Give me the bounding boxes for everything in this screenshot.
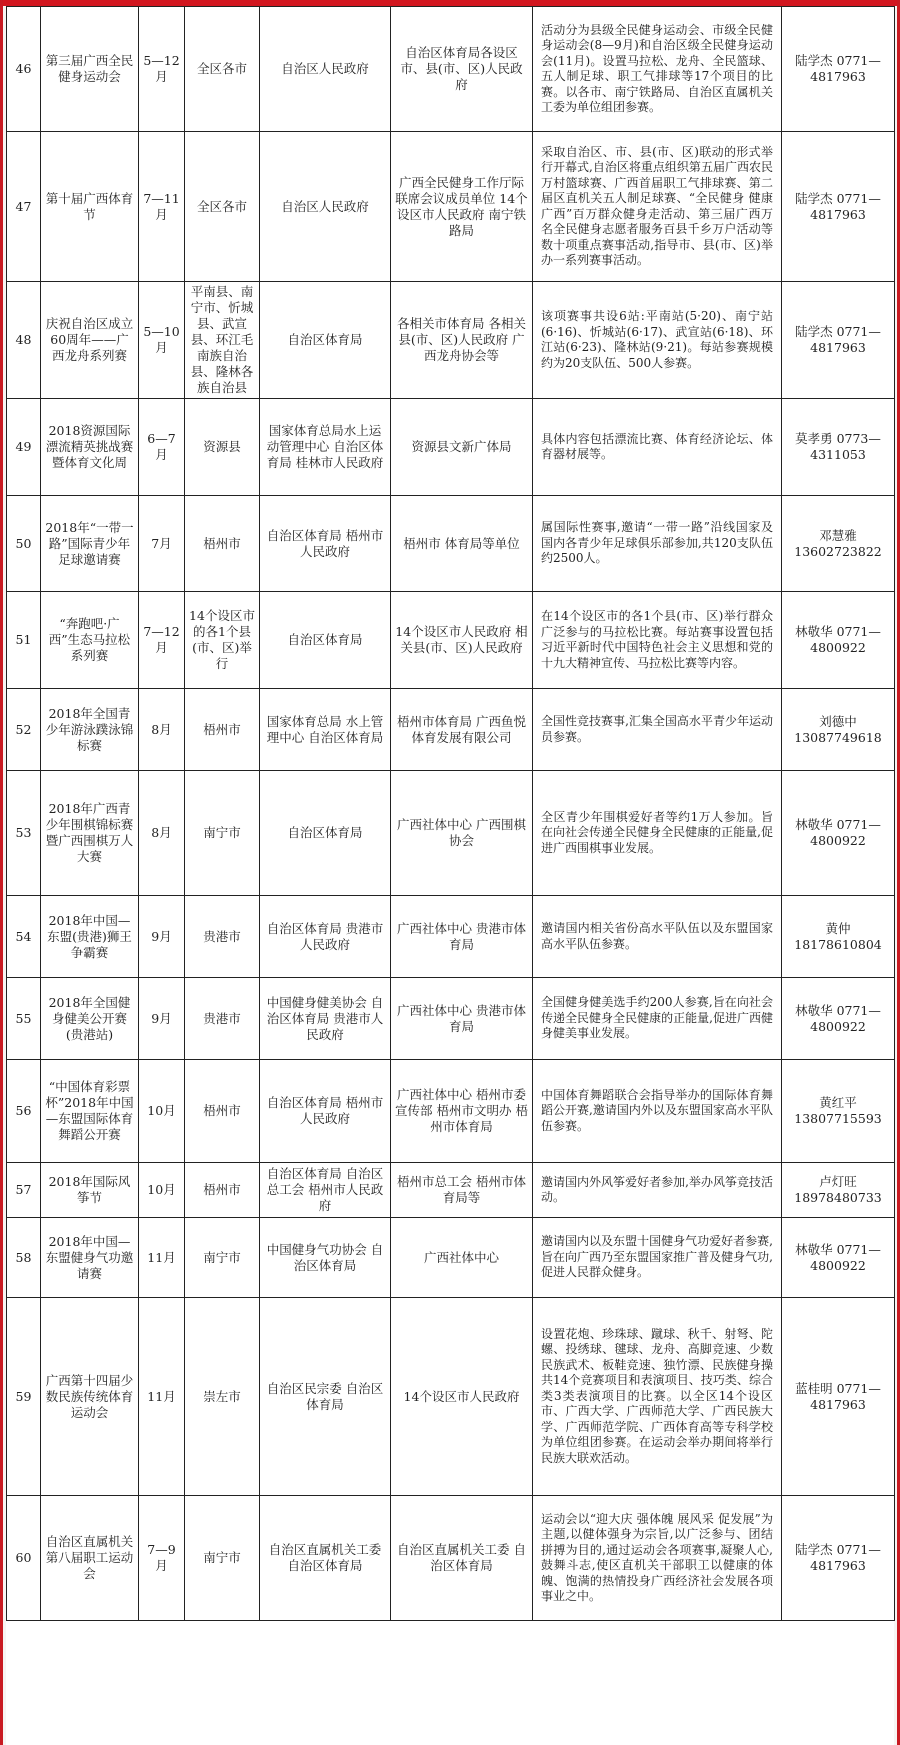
table-cell-organizer: 梧州市体育局 广西鱼悦体育发展有限公司 xyxy=(391,689,533,771)
table-cell-description: 活动分为县级全民健身运动会、市级全民健身运动会(8—9月)和自治区级全民健身运动会(11月)。设置马拉松、龙舟、全民篮球、五人制足球、职工气排球等17个项目的比赛。以各市、南宁铁路局、自治区直属机关工委为单位组团参赛。 xyxy=(533,7,782,132)
table-cell-place: 南宁市 xyxy=(185,1496,260,1621)
table-cell-organizer: 梧州市 体育局等单位 xyxy=(391,496,533,592)
table-cell-contact: 黄仲 18178610804 xyxy=(782,896,895,978)
table-cell-description: 邀请国内以及东盟十国健身气功爱好者参赛,旨在向广西乃至东盟国家推广普及健身气功,促进人民群众健身。 xyxy=(533,1218,782,1298)
table-cell-event-name: 2018年“一带一路”国际青少年足球邀请赛 xyxy=(41,496,139,592)
table-row xyxy=(7,1060,895,1163)
table-cell-host: 自治区体育局 梧州市人民政府 xyxy=(260,496,391,592)
table-row xyxy=(7,7,895,132)
table-cell-number: 58 xyxy=(7,1218,41,1298)
table-row xyxy=(7,1298,895,1496)
table-cell-contact: 林敬华 0771—4800922 xyxy=(782,592,895,689)
table-cell-time: 11月 xyxy=(139,1218,185,1298)
table-cell-organizer: 广西社体中心 贵港市体育局 xyxy=(391,978,533,1060)
table-cell-event-name: 2018年中国—东盟健身气功邀请赛 xyxy=(41,1218,139,1298)
table-cell-event-name: 第十届广西体育节 xyxy=(41,132,139,282)
table-cell-organizer: 14个设区市人民政府 xyxy=(391,1298,533,1496)
table-cell-time: 7—12月 xyxy=(139,592,185,689)
table-cell-host: 自治区人民政府 xyxy=(260,7,391,132)
table-row xyxy=(7,771,895,896)
table-cell-host: 国家体育总局水上运动管理中心 自治区体育局 桂林市人民政府 xyxy=(260,399,391,496)
table-cell-contact: 陆学杰 0771—4817963 xyxy=(782,7,895,132)
table-cell-number: 49 xyxy=(7,399,41,496)
table-cell-contact: 刘德中 13087749618 xyxy=(782,689,895,771)
table-cell-number: 52 xyxy=(7,689,41,771)
table-row xyxy=(7,496,895,592)
table-cell-description: 设置花炮、珍珠球、蹴球、秋千、射弩、陀螺、投绣球、毽球、龙舟、高脚竞速、少数民族武术、板鞋竞速、独竹漂、民族健身操共14个竞赛项目和表演项目、技巧类、综合类3类表演项目的比赛。以全区14个设区市、广西大学、广西师范大学、广西民族大学、广西师范学院、广西体育高等专科学校为单位组团参赛。在运动会举办期间将举行民族大联欢活动。 xyxy=(533,1298,782,1496)
table-cell-contact: 莫孝勇 0773—4311053 xyxy=(782,399,895,496)
table-cell-event-name: 庆祝自治区成立60周年——广西龙舟系列赛 xyxy=(41,282,139,399)
table-cell-number: 48 xyxy=(7,282,41,399)
table-cell-contact: 蓝桂明 0771—4817963 xyxy=(782,1298,895,1496)
table-cell-time: 10月 xyxy=(139,1163,185,1218)
events-table-body xyxy=(7,7,895,1621)
table-cell-organizer: 梧州市总工会 梧州市体育局等 xyxy=(391,1163,533,1218)
table-row xyxy=(7,399,895,496)
table-cell-number: 59 xyxy=(7,1298,41,1496)
table-cell-event-name: 2018资源国际漂流精英挑战赛暨体育文化周 xyxy=(41,399,139,496)
table-cell-contact: 卢灯旺 18978480733 xyxy=(782,1163,895,1218)
table-cell-description: 全国性竞技赛事,汇集全国高水平青少年运动员参赛。 xyxy=(533,689,782,771)
table-cell-number: 51 xyxy=(7,592,41,689)
table-cell-number: 56 xyxy=(7,1060,41,1163)
table-row xyxy=(7,978,895,1060)
table-cell-number: 53 xyxy=(7,771,41,896)
table-cell-place: 梧州市 xyxy=(185,1060,260,1163)
table-cell-host: 自治区体育局 xyxy=(260,282,391,399)
table-cell-organizer: 自治区直属机关工委 自治区体育局 xyxy=(391,1496,533,1621)
table-cell-time: 10月 xyxy=(139,1060,185,1163)
table-cell-host: 自治区体育局 自治区总工会 梧州市人民政府 xyxy=(260,1163,391,1218)
table-cell-event-name: 第三届广西全民健身运动会 xyxy=(41,7,139,132)
table-cell-place: 贵港市 xyxy=(185,896,260,978)
table-cell-description: 邀请国内相关省份高水平队伍以及东盟国家高水平队伍参赛。 xyxy=(533,896,782,978)
table-cell-contact: 邓慧雅 13602723822 xyxy=(782,496,895,592)
table-cell-time: 7—11月 xyxy=(139,132,185,282)
table-cell-place: 南宁市 xyxy=(185,771,260,896)
table-cell-description: 在14个设区市的各1个县(市、区)举行群众广泛参与的马拉松比赛。每站赛事设置包括习近平新时代中国特色社会主义思想和党的十九大精神宣传、马拉松比赛等内容。 xyxy=(533,592,782,689)
table-cell-contact: 陆学杰 0771—4817963 xyxy=(782,1496,895,1621)
table-cell-event-name: “中国体育彩票杯”2018年中国—东盟国际体育舞蹈公开赛 xyxy=(41,1060,139,1163)
table-cell-event-name: 2018年全国青少年游泳蹼泳锦标赛 xyxy=(41,689,139,771)
table-cell-host: 自治区体育局 梧州市人民政府 xyxy=(260,1060,391,1163)
table-cell-event-name: 2018年国际风筝节 xyxy=(41,1163,139,1218)
table-cell-host: 中国健身气功协会 自治区体育局 xyxy=(260,1218,391,1298)
table-row xyxy=(7,1218,895,1298)
table-row xyxy=(7,896,895,978)
table-cell-time: 9月 xyxy=(139,896,185,978)
table-cell-time: 7月 xyxy=(139,496,185,592)
document-page xyxy=(6,6,894,1745)
table-cell-organizer: 广西全民健身工作厅际联席会议成员单位 14个设区市人民政府 南宁铁路局 xyxy=(391,132,533,282)
table-cell-contact: 林敬华 0771—4800922 xyxy=(782,1218,895,1298)
table-cell-host: 自治区体育局 xyxy=(260,592,391,689)
table-cell-host: 自治区体育局 xyxy=(260,771,391,896)
table-cell-event-name: “奔跑吧·广西”生态马拉松系列赛 xyxy=(41,592,139,689)
table-cell-description: 具体内容包括漂流比赛、体育经济论坛、体育器材展等。 xyxy=(533,399,782,496)
table-cell-host: 自治区民宗委 自治区体育局 xyxy=(260,1298,391,1496)
table-cell-place: 崇左市 xyxy=(185,1298,260,1496)
table-cell-time: 5—10月 xyxy=(139,282,185,399)
table-cell-number: 50 xyxy=(7,496,41,592)
table-cell-event-name: 广西第十四届少数民族传统体育运动会 xyxy=(41,1298,139,1496)
table-cell-organizer: 资源县文新广体局 xyxy=(391,399,533,496)
table-cell-time: 7—9月 xyxy=(139,1496,185,1621)
table-cell-place: 梧州市 xyxy=(185,1163,260,1218)
table-cell-description: 运动会以“迎大庆 强体魄 展风采 促发展”为主题,以健体强身为宗旨,以广泛参与、团结拼搏为目的,通过运动会各项赛事,凝聚人心,鼓舞斗志,使区直机关干部职工以健康的体魄、饱满的热情投身广西经济社会发展各项事业之中。 xyxy=(533,1496,782,1621)
table-cell-organizer: 广西社体中心 xyxy=(391,1218,533,1298)
table-row xyxy=(7,282,895,399)
table-row xyxy=(7,689,895,771)
table-cell-place: 贵港市 xyxy=(185,978,260,1060)
table-cell-number: 55 xyxy=(7,978,41,1060)
table-cell-number: 46 xyxy=(7,7,41,132)
table-cell-event-name: 自治区直属机关第八届职工运动会 xyxy=(41,1496,139,1621)
table-row xyxy=(7,592,895,689)
table-cell-time: 6—7月 xyxy=(139,399,185,496)
table-cell-description: 该项赛事共设6站:平南站(5·20)、南宁站(6·16)、忻城站(6·17)、武宣站(6·18)、环江站(6·23)、隆林站(9·21)。每站参赛规模约为20支队伍、500人参赛。 xyxy=(533,282,782,399)
table-cell-host: 自治区体育局 贵港市人民政府 xyxy=(260,896,391,978)
left-red-edge xyxy=(0,0,3,1745)
table-cell-place: 资源县 xyxy=(185,399,260,496)
table-cell-host: 自治区人民政府 xyxy=(260,132,391,282)
table-cell-time: 8月 xyxy=(139,689,185,771)
table-cell-place: 梧州市 xyxy=(185,689,260,771)
table-cell-place: 全区各市 xyxy=(185,7,260,132)
table-cell-description: 中国体育舞蹈联合会指导举办的国际体育舞蹈公开赛,邀请国内外以及东盟国家高水平队伍参赛。 xyxy=(533,1060,782,1163)
table-cell-time: 9月 xyxy=(139,978,185,1060)
table-cell-place: 全区各市 xyxy=(185,132,260,282)
table-cell-host: 国家体育总局 水上管理中心 自治区体育局 xyxy=(260,689,391,771)
table-cell-time: 8月 xyxy=(139,771,185,896)
events-table xyxy=(6,6,895,1621)
table-cell-host: 自治区直属机关工委 自治区体育局 xyxy=(260,1496,391,1621)
table-cell-description: 属国际性赛事,邀请“一带一路”沿线国家及国内各青少年足球俱乐部参加,共120支队伍约2500人。 xyxy=(533,496,782,592)
table-cell-event-name: 2018年全国健身健美公开赛(贵港站) xyxy=(41,978,139,1060)
table-cell-organizer: 14个设区市人民政府 相关县(市、区)人民政府 xyxy=(391,592,533,689)
table-cell-number: 54 xyxy=(7,896,41,978)
table-cell-contact: 林敬华 0771—4800922 xyxy=(782,978,895,1060)
table-cell-place: 14个设区市的各1个县(市、区)举行 xyxy=(185,592,260,689)
table-cell-description: 采取自治区、市、县(市、区)联动的形式举行开幕式,自治区将重点组织第五届广西农民万村篮球赛、广西首届职工气排球赛、第二届区直机关五人制足球赛、“全民健身 健康广西”百万群众健身走活动、第三届广西万名全民健身志愿者服务百县千乡万户活动等数十项重点赛事活动,指导市、县(市、区)举办一系列赛事活动。 xyxy=(533,132,782,282)
table-cell-time: 5—12月 xyxy=(139,7,185,132)
table-cell-organizer: 各相关市体育局 各相关县(市、区)人民政府 广西龙舟协会等 xyxy=(391,282,533,399)
table-row xyxy=(7,132,895,282)
table-cell-event-name: 2018年中国—东盟(贵港)狮王争霸赛 xyxy=(41,896,139,978)
table-cell-organizer: 广西社体中心 梧州市委宣传部 梧州市文明办 梧州市体育局 xyxy=(391,1060,533,1163)
table-cell-place: 平南县、南宁市、忻城县、武宣县、环江毛南族自治县、隆林各族自治县 xyxy=(185,282,260,399)
table-cell-organizer: 广西社体中心 广西围棋协会 xyxy=(391,771,533,896)
table-cell-event-name: 2018年广西青少年围棋锦标赛暨广西围棋万人大赛 xyxy=(41,771,139,896)
table-cell-place: 梧州市 xyxy=(185,496,260,592)
table-row xyxy=(7,1163,895,1218)
table-cell-description: 全区青少年围棋爱好者等约1万人参加。旨在向社会传递全民健身全民健康的正能量,促进广西围棋事业发展。 xyxy=(533,771,782,896)
table-cell-description: 全国健身健美选手约200人参赛,旨在向社会传递全民健身全民健康的正能量,促进广西健身健美事业发展。 xyxy=(533,978,782,1060)
table-cell-place: 南宁市 xyxy=(185,1218,260,1298)
table-cell-time: 11月 xyxy=(139,1298,185,1496)
table-cell-contact: 黄红平 13807715593 xyxy=(782,1060,895,1163)
table-row xyxy=(7,1496,895,1621)
table-cell-contact: 林敬华 0771—4800922 xyxy=(782,771,895,896)
table-cell-number: 60 xyxy=(7,1496,41,1621)
table-cell-contact: 陆学杰 0771—4817963 xyxy=(782,132,895,282)
table-cell-number: 47 xyxy=(7,132,41,282)
table-cell-organizer: 广西社体中心 贵港市体育局 xyxy=(391,896,533,978)
table-cell-contact: 陆学杰 0771—4817963 xyxy=(782,282,895,399)
table-cell-organizer: 自治区体育局各设区市、县(市、区)人民政府 xyxy=(391,7,533,132)
table-cell-number: 57 xyxy=(7,1163,41,1218)
table-cell-description: 邀请国内外风筝爱好者参加,举办风筝竞技活动。 xyxy=(533,1163,782,1218)
table-cell-host: 中国健身健美协会 自治区体育局 贵港市人民政府 xyxy=(260,978,391,1060)
